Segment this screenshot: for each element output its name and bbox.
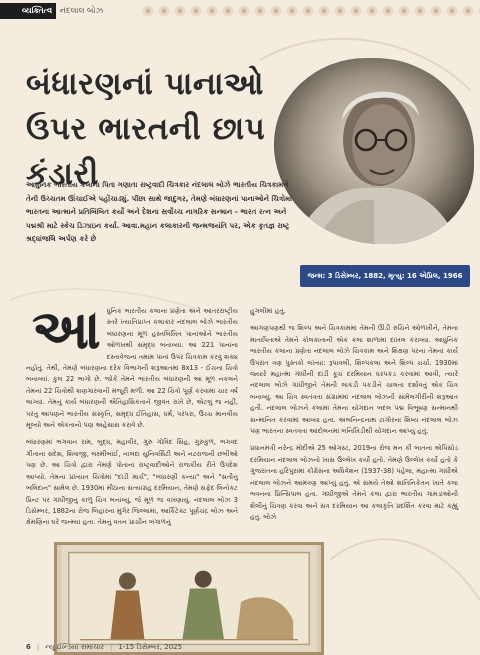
title-line-3: કંડારી bbox=[26, 156, 99, 192]
section-header bbox=[0, 0, 480, 22]
portrait-photo bbox=[274, 58, 474, 244]
constitution-painting bbox=[54, 542, 324, 655]
drop-cap: આ bbox=[32, 298, 101, 361]
body-paragraph: હુગલીમાં હતું. bbox=[250, 307, 286, 315]
publication-date: 1-15 ડિસેમ્બર, 2025 bbox=[118, 642, 183, 651]
section-subtag: નંદલાલ બોઝ bbox=[60, 6, 104, 15]
birth-death-caption: જન્મ: 3 ડિસેમ્બર, 1882, મૃત્યુ: 16 એપ્રિલ, 1966 bbox=[300, 265, 470, 287]
body-column-2 bbox=[250, 306, 458, 529]
article-title bbox=[26, 62, 286, 197]
section-tag: વ્યક્તિત્વ bbox=[0, 3, 56, 19]
intro-paragraph: આધુનિક ભારતીય કલાના પિતા ગણાતા રાષ્ટ્રવાદી ચિત્રકાર નંદલાલ બોઝે ભારતીય ચિત્રકામને તેની ઉચ્ચતમ ઊંચાઈએ પહોંચાડ્યું. પીંછા સાથે જાદુગર, તેમણે બંધારણનાં પાનાઓને ચિત્રોમાં ભારતના આત્માને પ્રતિબિંબિત કર્યો અને દેશના સર્વોચ્ચ નાગરિક સન્માન - ભારત રત્ન અને પદ્મશ્રી માટે સ્કેચ ડિઝાઇન કર્યા. આવા.મહાન કલાકારની જન્મજયંતિ પર, એક કૃતજ્ઞ રાષ્ટ્ર શ્રદ્ધાંજલિ અર્પણ કરે છે bbox=[26, 180, 292, 243]
footer-divider: | bbox=[36, 643, 40, 651]
body-paragraph bbox=[26, 298, 238, 431]
body-paragraph: બંધારણમાં ભગવાન રામ, બુદ્ધ, મહાવીર, ગુરુ ગોવિંદ સિંહ, ગુરુકુળ, ભગવદ ગીતાના સંદેશ, શિવાજી, લક્ષ્મીબાઈ, નાલંદા યુનિવર્સિટી અને નટરાજની છબીઓ પણ છે. આ ચિત્રો દ્વારા તેમણે પોતાના રાષ્ટ્રવાદીઓને રાજકીય રીતે ઉપદેશ આપ્યો. તેમના પ્રખ્યાત ચિત્રોમાં "દાંડી માર્ચ", "બંધારણી કન્યા" અને "સતીનું બલિદાન" સામેલ છે. 1930માં મીઠાના સત્યાગ્રહ દરમિયાન, તેમણે સફેદ લિનોકટ પ્રિન્ટ પર ગાંધીજીનું કાળું ચિત્ર બનાવ્યું, જે મૂળ જ વખણાયું. નંદલાલ બોઝ 3 ડિસેમ્બર, 1882ના રોજ બિહારના મુંગેર જિલ્લામાં, આર્કિટેક્ટ પૂર્ણચંદ્ર બોઝ અને ક્ષેમણિના ઘરે જન્મ્યા હતા. તેમનું વતન પ્રાચીન બંગાળનું bbox=[26, 438, 238, 527]
body-paragraph: પ્રધાનમંત્રી નરેન્દ્ર મોદીએ 25 ઓગસ્ટ, 2019ના રોજ મન કી બાતના એપિસોડ દરમિયાન નંદલાલ બોઝનો ખાસ ઉલ્લેખ કર્યો હતો. તેમણે ઉલ્લેખ કર્યો હતો કે ગુજરાતના હરિપુરામાં કોંગ્રેસના અધિવેશન (1937-38) પહેલા, મહાત્મા ગાંધીએ નંદલાલ બોઝને આમંત્રણ આપ્યું હતું. એ સમયે તેઓ શાંતિનિકેતન ખાતે કલા ભવનના પ્રિન્સિપાલ હતા. ગાંધીજીએ તેમને કલા દ્વારા ભારતીય ગામડાંઓની શૈલીનું ચિત્રણ કરવા અને સત્ર દરમિયાન આ કલાકૃતિ પ્રદર્શિત કરવા માટે કહ્યું હતું. બોઝે bbox=[250, 444, 458, 521]
header-pattern bbox=[140, 0, 480, 22]
page-footer bbox=[26, 641, 182, 653]
body-column-1 bbox=[26, 298, 238, 535]
portrait-illustration bbox=[274, 58, 474, 244]
page-number: 6 bbox=[26, 643, 31, 651]
title-line-2: ઉપર ભારતની છાપ bbox=[26, 111, 266, 147]
painting-illustration bbox=[57, 545, 321, 652]
footer-divider: | bbox=[109, 643, 113, 651]
publication-name: ન્યૂ ઈન્ડિયા સમાચાર bbox=[45, 642, 104, 651]
title-line-1: બંધારણનાં પાનાઓ bbox=[26, 66, 264, 102]
body-paragraph: આગણપણથી જ શિલ્પ અને ચિત્રકામમાં તેમની ઊંડી રુચિને ઓળખીને, તેમના માતાપિતાએ તેમને કોલકાતાની એક કલા શાળામાં દાખલ કરાવ્યા. આધુનિક ભારતીય કલાના પ્રણેતા નંદલાલ બોઝે ચિત્રકામ અને શિક્ષણ પરના તેમનાં કાર્ય ઉપરાંત ત્રણ પુસ્તકો લખ્યાં: રૂપાવલી, શિલ્પકલા અને શિલ્પ ચર્ચા. 1930માં જ્યારે મહાત્મા ગાંધીની દાંડી કૂચ દરમિયાન ધરપકડ કરવામાં આવી, ત્યારે નંદલાલ બોઝે ગાંધીજીને તેમની લાકડી પકડીને ચાલતા દર્શાવતું એક ચિત્ર બનાવ્યું. આ ચિત્ર સ્વતંત્રતા સંગ્રામમાં નંદલાલ બોઝની સામેલગીરીની શરૂઆત હતી. નંદલાલ બોઝને કલામાં તેમના યોગદાન બદલ પદ્મ વિભૂષણ સન્માનથી સન્માનિત કરવામાં આવ્યા હતા. અબનિન્દ્રનાથ ટાગોરના શિષ્ય નંદલાલ બોઝ પણ ભારતના સ્વતંત્રતા આંદોલનમાં બનિખિડીથી યોગદાન આપ્યું હતું. bbox=[250, 324, 458, 436]
paragraph-text: ધુનિક ભારતીય કલાના પ્રણેતા અને આંતરરાષ્ટ્રીય સ્તરે ખ્યાતિપ્રાપ્ત કલાકાર નંદલાલ બોઝે ભારતીય બંધારણના મૂળ હસ્તલિખિત પાનાંઓને ભારતીય ઓળખથી સમૃદ્ધ બનાવ્યા. આ 221 પાનાંના દસ્તાવેજના તમામ પાનાં ઉપર ચિત્રકામ કરવું શક્ય નહોતું. તેથી, તેમણે બંધારણના દરેક વિભાગની શરૂઆતમાં 8x13 - ઈંચના ચિત્રો બનાવ્યાં. કુલ 22 ભાગો છે. જોકે તેમને ભારતીય બંધારણની આ મૂળ નકલને તેમનાં 22 ચિત્રોથી શણગારવાની મંજૂરી મળી. આ 22 ચિત્રો પૂર્ણ કરવામાં ચાર વર્ષ લાગ્યાં. તેમનું કાર્ય બંધારણની ઐતિહાસિકતાને જીવંત રાખે છે, એટલું જ નહીં, પરંતુ આપણને ભારતીય સંસ્કૃતિ, સમૃદ્ધ ઈતિહાસ, ધર્મ, પરંપરા, ઉચ્ચ માનવીય મૂલ્યો અને એકતાનો પણ અહેસાસ કરાવે છે. bbox=[26, 307, 238, 430]
